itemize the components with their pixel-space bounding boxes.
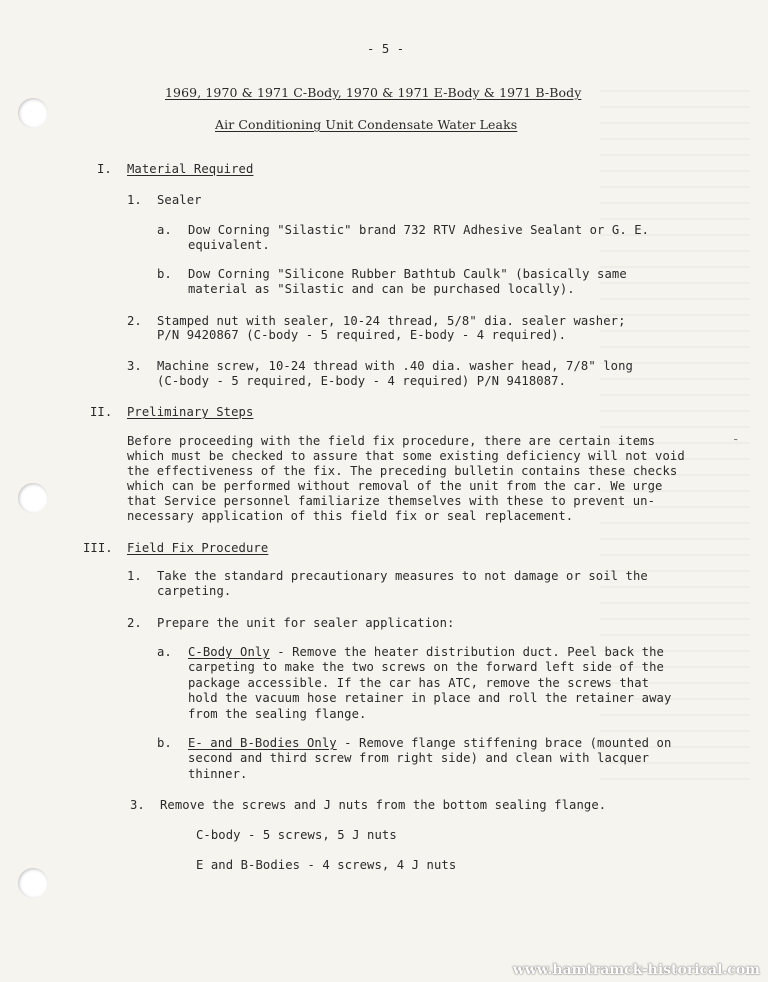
list-item-text: Prepare the unit for sealer application: — [157, 616, 455, 630]
list-number: 3. — [127, 359, 142, 373]
list-number: 2. — [127, 616, 142, 630]
punch-hole-bottom — [18, 868, 48, 898]
screw-count-cbody: C-body - 5 screws, 5 J nuts — [196, 828, 397, 842]
list-number: 1. — [127, 193, 142, 207]
paragraph-line: necessary application of this field fix or seal replacement. — [127, 509, 574, 523]
list-item-text: P/N 9420867 (C-body - 5 required, E-body - 4 required). — [157, 328, 567, 342]
site-watermark: www.hamtramck-historical.com — [512, 962, 760, 978]
body-type-label: C-Body Only — [188, 645, 270, 659]
list-item-text — [188, 736, 671, 750]
list-item-text: material as "Silastic and can be purchased locally). — [188, 282, 575, 296]
section-numeral: I. — [97, 162, 112, 176]
list-item-text: Dow Corning "Silicone Rubber Bathtub Caulk" (basically same — [188, 267, 627, 281]
list-item-text: carpeting. — [157, 584, 232, 598]
paragraph-line: which must be checked to assure that some existing deficiency will not void — [127, 449, 685, 463]
page-subtitle: Air Conditioning Unit Condensate Water Leaks — [215, 117, 518, 132]
section-heading: Preliminary Steps — [127, 405, 254, 419]
list-number: 1. — [127, 569, 142, 583]
page-title: 1969, 1970 & 1971 C-Body, 1970 & 1971 E-Body & 1971 B-Body — [165, 85, 582, 100]
list-item-text: from the sealing flange. — [188, 707, 367, 721]
list-item-text: hold the vacuum hose retainer in place and roll the retainer away — [188, 691, 672, 705]
list-letter: b. — [157, 736, 172, 750]
list-item-text: second and third screw from right side) and clean with lacquer — [188, 751, 650, 765]
list-letter: a. — [157, 223, 172, 237]
page-number: - 5 - — [367, 42, 405, 56]
list-letter: b. — [157, 267, 172, 281]
list-item-text: Take the standard precautionary measures to not damage or soil the — [157, 569, 648, 583]
list-item-text: Remove the screws and J nuts from the bottom sealing flange. — [160, 798, 607, 812]
list-item-text: Stamped nut with sealer, 10-24 thread, 5/8" dia. sealer washer; — [157, 314, 626, 328]
paragraph-line: the effectiveness of the fix. The preceding bulletin contains these checks — [127, 464, 678, 478]
list-item-text: Machine screw, 10-24 thread with .40 dia. washer head, 7/8" long — [157, 359, 633, 373]
list-item-text: package accessible. If the car has ATC, remove the screws that — [188, 676, 650, 690]
screw-count-ebody: E and B-Bodies - 4 screws, 4 J nuts — [196, 858, 457, 872]
punch-hole-top — [18, 98, 48, 128]
section-numeral: II. — [90, 405, 113, 419]
list-item-text: equivalent. — [188, 238, 270, 252]
list-item-text — [188, 645, 664, 659]
paragraph-line: which can be performed without removal of the unit from the car. We urge — [127, 479, 663, 493]
body-type-label: E- and B-Bodies Only — [188, 736, 337, 750]
list-item-text-rest: - Remove the heater distribution duct. Peel back the — [269, 645, 664, 659]
list-number: 2. — [127, 314, 142, 328]
section-heading: Material Required — [127, 162, 254, 176]
list-item-text: thinner. — [188, 767, 248, 781]
section-numeral: III. — [83, 541, 113, 555]
list-item-text: carpeting to make the two screws on the forward left side of the — [188, 660, 664, 674]
list-item-text-rest: - Remove flange stiffening brace (mounted on — [336, 736, 672, 750]
section-heading: Field Fix Procedure — [127, 541, 269, 555]
paper-speck: ˷ — [734, 430, 741, 441]
list-item-label: Sealer — [157, 193, 202, 207]
punch-hole-middle — [18, 483, 48, 513]
paragraph-line: Before proceeding with the field fix procedure, there are certain items — [127, 434, 656, 448]
paragraph-line: that Service personnel familiarize themselves with these to prevent un- — [127, 494, 656, 508]
list-number: 3. — [130, 798, 145, 812]
list-item-text: Dow Corning "Silastic" brand 732 RTV Adhesive Sealant or G. E. — [188, 223, 650, 237]
list-item-text: (C-body - 5 required, E-body - 4 required) P/N 9418087. — [157, 374, 567, 388]
list-letter: a. — [157, 645, 172, 659]
